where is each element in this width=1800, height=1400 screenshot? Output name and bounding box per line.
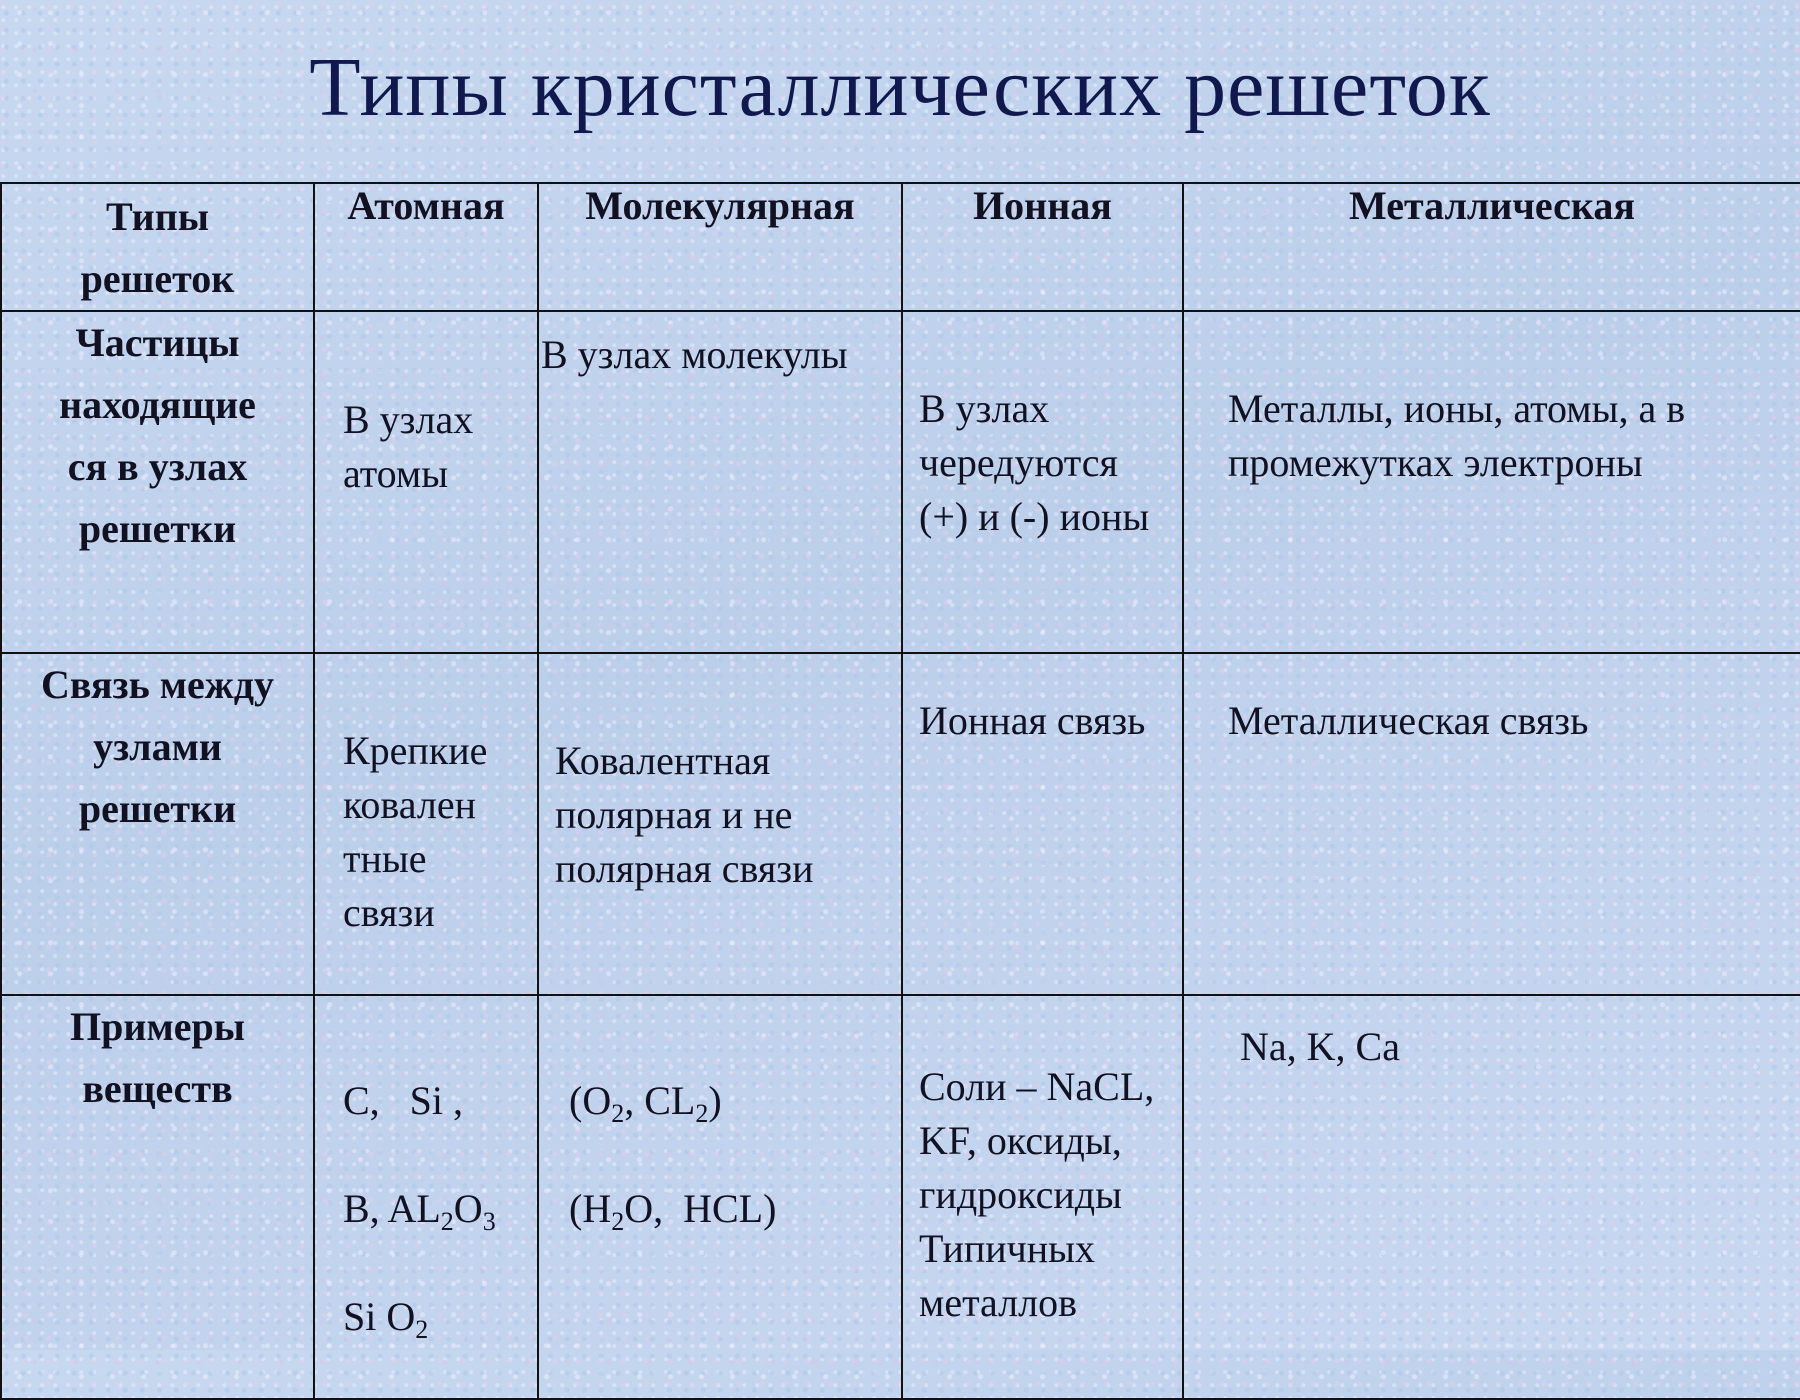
row-label-particles xyxy=(1,311,314,653)
header-atomic: Атомная xyxy=(314,183,538,311)
table-row xyxy=(1,311,1800,653)
atomic-example-line-1: С, Si , xyxy=(343,1078,464,1123)
header-lattice-types-text: Типы решеток xyxy=(80,194,235,301)
row-label-bond-text: Связь между узлами решетки xyxy=(40,662,275,831)
atomic-example-line-2: B, $AL_2O_3$ xyxy=(343,1186,496,1236)
cell-atomic-examples xyxy=(314,995,538,1399)
cell-metallic-bond: Металлическая связь xyxy=(1183,653,1800,995)
table-row xyxy=(1,653,1800,995)
cell-ionic-bond: Ионная связь xyxy=(902,653,1183,995)
header-lattice-types xyxy=(1,183,314,311)
row-label-examples xyxy=(1,995,314,1399)
cell-atomic-particles xyxy=(314,311,538,653)
molecular-example-line-2: ($H_2O$, HCL) xyxy=(569,1186,777,1236)
table-header-row xyxy=(1,183,1800,311)
row-label-bond xyxy=(1,653,314,995)
cell-metallic-particles-text: Металлы, ионы, атомы, а в промежутках электроны xyxy=(1228,386,1686,485)
cell-molecular-bond-text: Ковалентная полярная и не полярная связи xyxy=(555,738,814,891)
molecular-example-line-1: ($O_2$, $CL_2$) xyxy=(569,1078,722,1128)
crystal-lattice-table xyxy=(0,182,1800,1400)
header-ionic: Ионная xyxy=(902,183,1183,311)
cell-ionic-examples xyxy=(902,995,1183,1399)
cell-molecular-bond xyxy=(538,653,902,995)
cell-ionic-particles-text: В узлах чередуются (+) и (-) ионы xyxy=(919,386,1150,539)
cell-ionic-examples-text: Соли – NaCL, KF, оксиды, гидроксиды Типичных металлов xyxy=(919,1064,1155,1325)
cell-atomic-bond xyxy=(314,653,538,995)
table-row xyxy=(1,995,1800,1399)
cell-molecular-examples xyxy=(538,995,902,1399)
header-molecular: Молекулярная xyxy=(538,183,902,311)
cell-atomic-bond-text: Крепкие ковален тные связи xyxy=(343,728,488,935)
row-label-examples-text: Примеры веществ xyxy=(70,1004,245,1111)
cell-atomic-particles-text: В узлах атомы xyxy=(343,397,474,496)
atomic-example-line-3: Si $O_2$ xyxy=(343,1294,429,1344)
row-label-particles-text: Частицы находящие ся в узлах решетки xyxy=(59,320,256,551)
header-metallic: Металлическая xyxy=(1183,183,1800,311)
cell-metallic-particles xyxy=(1183,311,1800,653)
cell-molecular-particles: В узлах молекулы xyxy=(538,311,902,653)
cell-metallic-examples: Na, K, Ca xyxy=(1183,995,1800,1399)
page-title: Типы кристаллических решеток xyxy=(309,41,1491,134)
cell-ionic-particles xyxy=(902,311,1183,653)
